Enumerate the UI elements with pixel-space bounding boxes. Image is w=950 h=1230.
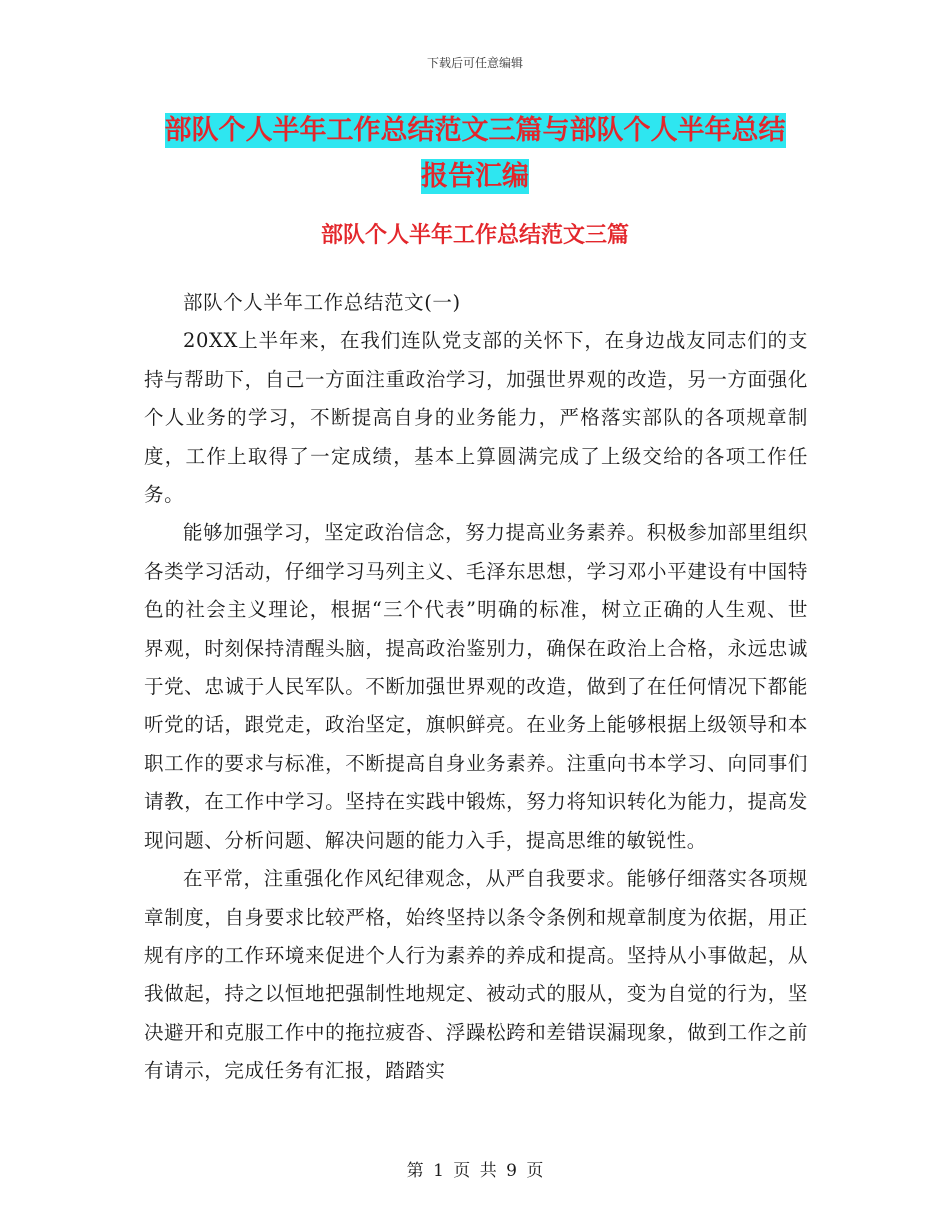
- document-title-line-2: 报告汇编: [421, 161, 529, 192]
- body-paragraph: 20XX上半年来，在我们连队党支部的关怀下，在身边战友同志们的支持与帮助下，自己一方面注重政治学习，加强世界观的改造，另一方面强化个人业务的学习，不断提高自身的业务能力，严格落实部队的各项规章制度，工作上取得了一定成绩，基本上算圆满完成了上级交给的各项工作任务。: [144, 329, 808, 507]
- body-text: [144, 284, 808, 1091]
- page-number-footer: 第 1 页 共 9 页: [406, 1161, 544, 1181]
- header-note: 下载后可任意编辑: [426, 56, 523, 70]
- body-paragraph: 在平常，注重强化作风纪律观念，从严自我要求。能够仔细落实各项规章制度，自身要求比较严格，始终坚持以条令条例和规章制度为依据，用正规有序的工作环境来促进个人行为素养的养成和提高。坚持从小事做起，从我做起，持之以恒地把强制性地规定、被动式的服从，变为自觉的行为，坚决避开和克服工作中的拖拉疲沓、浮躁松跨和差错误漏现象，做到工作之前有请示，完成任务有汇报，踏踏实: [144, 867, 808, 1083]
- document-title-line-1: 部队个人半年工作总结范文三篇与部队个人半年总结: [164, 115, 786, 146]
- subheading-paragraph: 部队个人半年工作总结范文(一): [183, 291, 461, 314]
- body-paragraph: 能够加强学习，坚定政治信念，努力提高业务素养。积极参加部里组织各类学习活动，仔细学习马列主义、毛泽东思想，学习邓小平建设有中国特色的社会主义理论，根据“三个代表”明确的标准，树立正确的人生观、世界观，时刻保持清醒头脑，提高政治鉴别力，确保在政治上合格，永远忠诚于党、忠诚于人民军队。不断加强世界观的改造，做到了在任何情况下都能听党的话，跟党走，政治坚定，旗帜鲜亮。在业务上能够根据上级领导和本职工作的要求与标准，不断提高自身业务素养。注重向书本学习、向同事们请教，在工作中学习。坚持在实践中锻炼，努力将知识转化为能力，提高发现问题、分析问题、解决问题的能力入手，提高思维的敏锐性。: [144, 521, 808, 852]
- section-title: 部队个人半年工作总结范文三篇: [320, 223, 629, 248]
- document-title: [140, 108, 810, 200]
